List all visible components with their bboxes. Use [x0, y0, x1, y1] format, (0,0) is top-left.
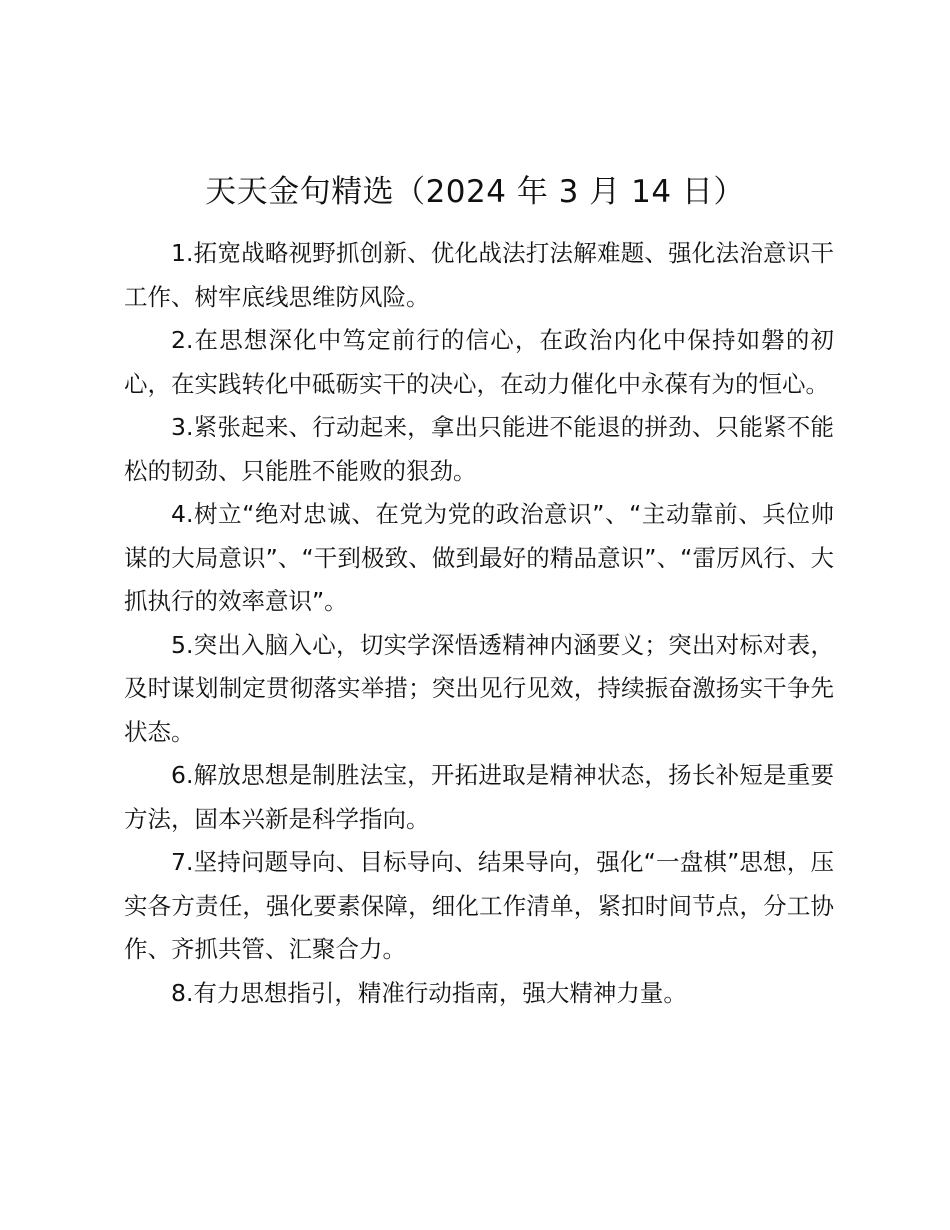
paragraph-7: 7.坚持问题导向、目标导向、结果导向，强化“一盘棋”思想，压实各方责任，强化要素保障，细化工作清单，紧扣时间节点，分工协作、齐抓共管、汇聚合力。 — [124, 848, 834, 963]
paragraph-8: 8.有力思想指引，精准行动指南，强大精神力量。 — [171, 978, 687, 1007]
paragraph-5: 5.突出入脑入心，切实学深悟透精神内涵要义；突出对标对表，及时谋划制定贯彻落实举措；突出见行见效，持续振奋激扬实干争先状态。 — [124, 630, 834, 746]
paragraph-4: 4.树立“绝对忠诚、在党为党的政治意识”、“主动靠前、兵位帅谋的大局意识”、“干到极致、做到最好的精品意识”、“雷厉风行、大抓执行的效率意识”。 — [124, 500, 834, 615]
document-title: 天天金句精选（2024 年 3 月 14 日） — [205, 174, 745, 210]
document-body — [124, 232, 834, 1015]
paragraph-6: 6.解放思想是制胜法宝，开拓进取是精神状态，扬长补短是重要方法，固本兴新是科学指向。 — [124, 761, 834, 833]
paragraph-3: 3.紧张起来、行动起来，拿出只能进不能退的拼劲、只能紧不能松的韧劲、只能胜不能败的狠劲。 — [124, 413, 834, 485]
paragraph-1: 1.拓宽战略视野抓创新、优化战法打法解难题、强化法治意识干工作、树牢底线思维防风险。 — [124, 239, 834, 311]
paragraph-2: 2.在思想深化中笃定前行的信心，在政治内化中保持如磐的初心，在实践转化中砥砺实干的决心，在动力催化中永葆有为的恒心。 — [124, 326, 834, 398]
